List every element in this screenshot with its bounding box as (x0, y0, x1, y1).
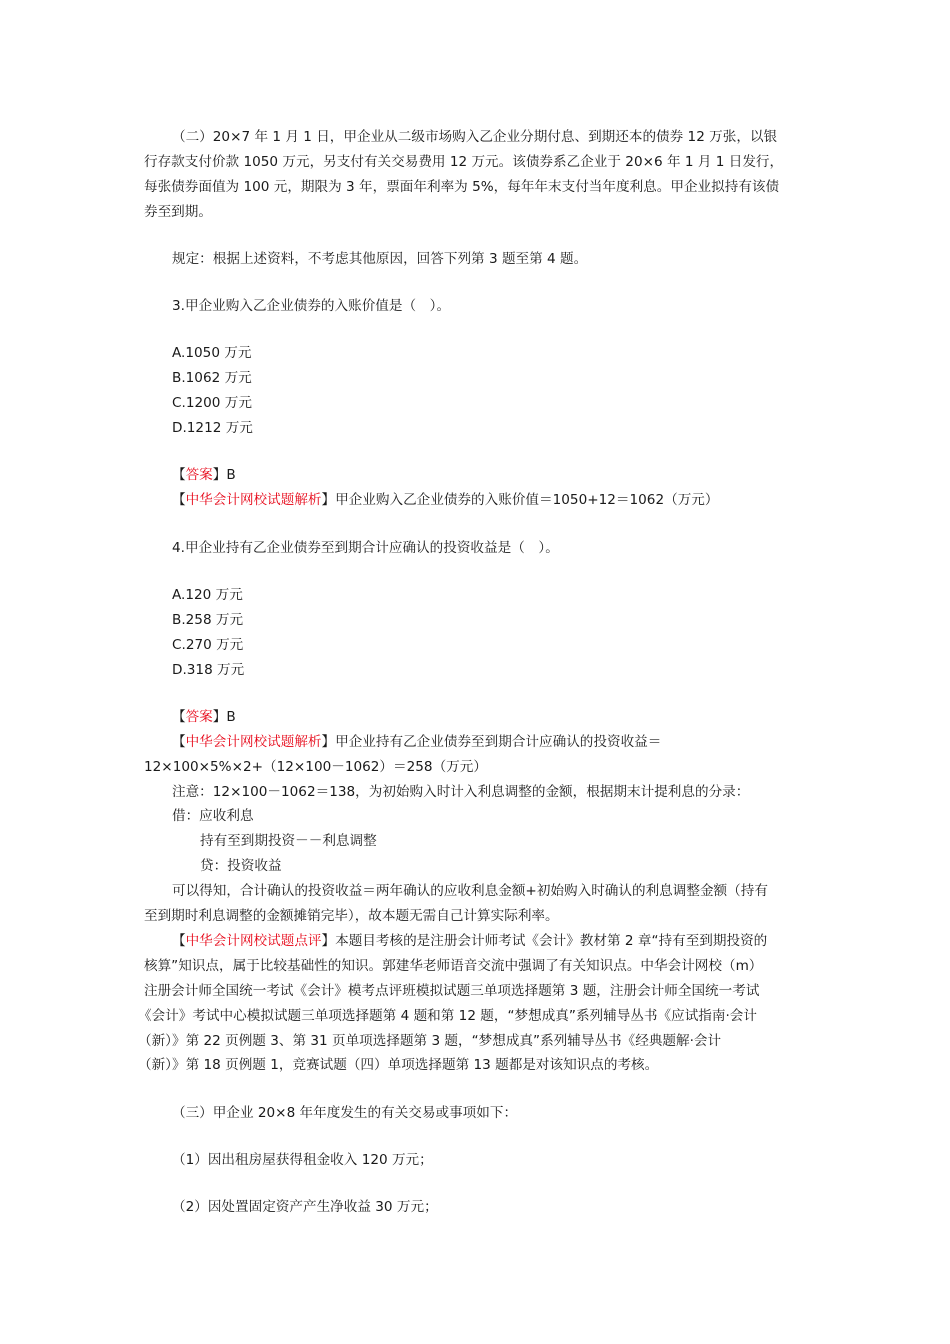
q4-answer-label: 答案 (185, 709, 213, 725)
q3-option-a: A.1050 万元 (172, 345, 252, 361)
q4-comment-bracket-close: 】 (321, 933, 336, 949)
q3-option-c: C.1200 万元 (172, 395, 252, 411)
q4-entry-debit-2: 持有至到期投资－－利息调整 (200, 833, 377, 849)
section3-item-2: （2）因处置固定资产产生净收益 30 万元； (172, 1199, 438, 1215)
q4-answer-value: B (226, 709, 236, 725)
q4-comment (172, 931, 767, 951)
q4-analysis-bracket-close: 】 (321, 734, 336, 750)
q4-entry-debit: 借：应收利息 (172, 808, 254, 824)
q4-analysis-label: 中华会计网校试题解析 (185, 734, 322, 750)
section2-intro-line-1: （二）20×7 年 1 月 1 日，甲企业从二级市场购入乙企业分期付息、到期还本的债券 12 万张，以银 (172, 129, 778, 145)
q4-entry-credit: 贷：投资收益 (200, 858, 282, 874)
q3-option-b: B.1062 万元 (172, 370, 252, 386)
q4-option-c: C.270 万元 (172, 637, 244, 653)
q4-option-a: A.120 万元 (172, 587, 243, 603)
q3-answer-bracket-close: 】 (212, 467, 227, 483)
q4-option-b: B.258 万元 (172, 612, 244, 628)
q3-option-d: D.1212 万元 (172, 420, 253, 436)
q4-comment-line-6: （新）》第 18 页例题 1，竞赛试题（四）单项选择题第 13 题都是对该知识点的考核。 (138, 1057, 659, 1073)
q4-analysis (172, 732, 661, 752)
q4-comment-label: 中华会计网校试题点评 (185, 933, 322, 949)
q4-comment-bracket-open: 【 (172, 933, 186, 949)
q3-answer (172, 465, 236, 485)
q3-analysis-bracket-open: 【 (172, 492, 186, 508)
q3-answer-label: 答案 (185, 467, 213, 483)
q3-analysis-text: 甲企业购入乙企业债券的入账价值＝1050+12＝1062（万元） (335, 492, 719, 508)
section2-intro-line-2: 行存款支付价款 1050 万元，另支付有关交易费用 12 万元。该债券系乙企业于 20×6 年 1 月 1 日发行， (144, 154, 784, 170)
q4-comment-line-3: 注册会计师全国统一考试《会计》模考点评班模拟试题三单项选择题第 3 题，注册会计师全国统一考试 (144, 983, 760, 999)
q4-comment-line-5: （新）》第 22 页例题 3、第 31 页单项选择题第 3 题，“梦想成真”系列辅导丛书《经典题解·会计 (138, 1033, 722, 1049)
q4-note: 注意：12×100－1062＝138，为初始购入时计入利息调整的金额，根据期末计提利息的分录： (172, 784, 750, 800)
q4-analysis-text: 甲企业持有乙企业债券至到期合计应确认的投资收益＝ (335, 734, 662, 750)
section2-rule: 规定：根据上述资料，不考虑其他原因，回答下列第 3 题至第 4 题。 (172, 251, 588, 267)
q3-analysis-bracket-close: 】 (321, 492, 336, 508)
q4-answer (172, 707, 236, 727)
q4-conclusion-line-1: 可以得知，合计确认的投资收益＝两年确认的应收利息金额+初始购入时确认的利息调整金额（持有 (172, 883, 768, 899)
section3-item-1: （1）因出租房屋获得租金收入 120 万元； (172, 1152, 433, 1168)
q4-option-d: D.318 万元 (172, 662, 245, 678)
section2-intro-line-4: 券至到期。 (144, 204, 212, 220)
q3-analysis (172, 490, 718, 510)
q3-question: 3.甲企业购入乙企业债券的入账价值是（ ）。 (172, 298, 451, 314)
q4-analysis-line-2: 12×100×5%×2+（12×100－1062）＝258（万元） (144, 759, 487, 775)
q4-comment-line-4: 《会计》考试中心模拟试题三单项选择题第 4 题和第 12 题，“梦想成真”系列辅导丛书《应试指南·会计 (138, 1008, 757, 1024)
q4-comment-first: 本题目考核的是注册会计师考试《会计》教材第 2 章“持有至到期投资的 (335, 933, 768, 949)
q3-answer-bracket-open: 【 (172, 467, 186, 483)
q4-analysis-bracket-open: 【 (172, 734, 186, 750)
section3-intro: （三）甲企业 20×8 年年度发生的有关交易或事项如下： (172, 1105, 518, 1121)
q4-conclusion-line-2: 至到期时利息调整的金额摊销完毕），故本题无需自己计算实际利率。 (144, 908, 559, 924)
section2-intro-line-3: 每张债券面值为 100 元，期限为 3 年，票面年利率为 5%，每年年末支付当年度利息。甲企业拟持有该债 (144, 179, 780, 195)
q4-answer-bracket-close: 】 (212, 709, 227, 725)
q4-answer-bracket-open: 【 (172, 709, 186, 725)
q4-comment-line-2: 核算”知识点，属于比较基础性的知识。郭建华老师语音交流中强调了有关知识点。中华会计网校（m） (144, 958, 763, 974)
q4-question: 4.甲企业持有乙企业债券至到期合计应确认的投资收益是（ ）。 (172, 540, 559, 556)
q3-answer-value: B (226, 467, 236, 483)
q3-analysis-label: 中华会计网校试题解析 (185, 492, 322, 508)
